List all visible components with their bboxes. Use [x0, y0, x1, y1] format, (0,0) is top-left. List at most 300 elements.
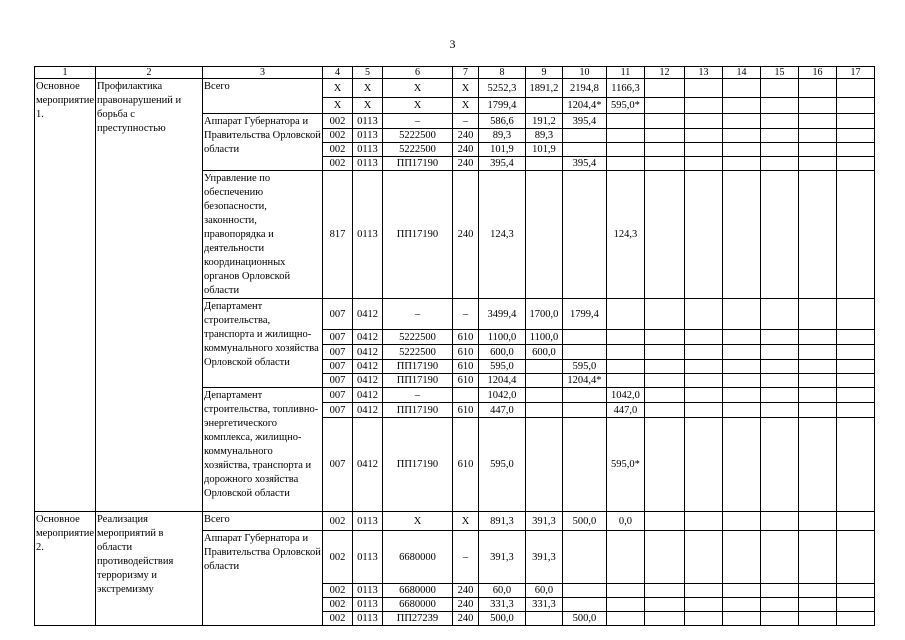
value-cell: 191,2 — [525, 114, 562, 129]
value-cell: 391,3 — [525, 512, 562, 531]
empty-cell — [644, 79, 684, 98]
empty-cell — [644, 330, 684, 345]
value-cell: – — [382, 299, 452, 330]
value-cell: – — [382, 388, 452, 403]
value-cell: 0113 — [352, 171, 382, 299]
value-cell: 1166,3 — [606, 79, 644, 98]
value-cell: ПП17190 — [382, 360, 452, 374]
empty-cell — [760, 114, 798, 129]
value-cell: 002 — [322, 129, 352, 143]
measure-title: Профилактика правонарушений и борьба с преступностью — [95, 79, 202, 512]
value-cell: 0,0 — [606, 512, 644, 531]
empty-cell — [798, 98, 836, 114]
value-cell: 5222500 — [382, 143, 452, 157]
value-cell: 395,4 — [478, 157, 525, 171]
value-cell: ПП17190 — [382, 403, 452, 418]
empty-cell — [644, 114, 684, 129]
empty-cell — [836, 299, 874, 330]
table-row — [35, 512, 875, 531]
value-cell: 0412 — [352, 345, 382, 360]
empty-cell — [644, 360, 684, 374]
value-cell: X — [352, 79, 382, 98]
empty-cell — [798, 584, 836, 598]
value-cell: 1100,0 — [525, 330, 562, 345]
value-cell — [525, 403, 562, 418]
header-cell: 9 — [525, 67, 562, 79]
value-cell — [606, 114, 644, 129]
header-cell: 3 — [202, 67, 322, 79]
value-cell: 0412 — [352, 403, 382, 418]
value-cell: 600,0 — [478, 345, 525, 360]
empty-cell — [684, 345, 722, 360]
empty-cell — [798, 114, 836, 129]
executor-name: Аппарат Губернатора и Правительства Орловской области — [202, 114, 322, 171]
header-cell: 12 — [644, 67, 684, 79]
value-cell: 395,4 — [562, 157, 606, 171]
value-cell — [606, 598, 644, 612]
empty-cell — [798, 418, 836, 512]
empty-cell — [644, 299, 684, 330]
empty-cell — [684, 584, 722, 598]
value-cell: 447,0 — [478, 403, 525, 418]
value-cell: 3499,4 — [478, 299, 525, 330]
empty-cell — [684, 143, 722, 157]
value-cell: 610 — [452, 418, 478, 512]
empty-cell — [836, 512, 874, 531]
empty-cell — [722, 388, 760, 403]
value-cell: 1042,0 — [606, 388, 644, 403]
table-row — [35, 79, 875, 98]
value-cell — [525, 98, 562, 114]
value-cell: 1799,4 — [478, 98, 525, 114]
empty-cell — [798, 299, 836, 330]
empty-cell — [798, 143, 836, 157]
value-cell — [562, 598, 606, 612]
header-cell: 7 — [452, 67, 478, 79]
value-cell — [562, 129, 606, 143]
value-cell — [606, 360, 644, 374]
empty-cell — [644, 374, 684, 388]
value-cell: 0113 — [352, 598, 382, 612]
empty-cell — [644, 171, 684, 299]
empty-cell — [798, 129, 836, 143]
value-cell: 391,3 — [478, 531, 525, 584]
value-cell: 6680000 — [382, 531, 452, 584]
empty-cell — [798, 157, 836, 171]
value-cell: 002 — [322, 598, 352, 612]
value-cell: – — [452, 531, 478, 584]
value-cell: ПП17190 — [382, 157, 452, 171]
value-cell: X — [382, 79, 452, 98]
value-cell: 007 — [322, 418, 352, 512]
empty-cell — [644, 512, 684, 531]
empty-cell — [684, 79, 722, 98]
header-cell: 17 — [836, 67, 874, 79]
value-cell: 002 — [322, 612, 352, 626]
empty-cell — [836, 418, 874, 512]
empty-cell — [798, 374, 836, 388]
empty-cell — [722, 345, 760, 360]
value-cell: 240 — [452, 171, 478, 299]
value-cell: 240 — [452, 598, 478, 612]
empty-cell — [684, 418, 722, 512]
value-cell: 595,0 — [478, 418, 525, 512]
value-cell: X — [452, 98, 478, 114]
empty-cell — [760, 531, 798, 584]
value-cell: – — [452, 299, 478, 330]
page-number: 3 — [449, 37, 456, 51]
header-cell: 1 — [35, 67, 96, 79]
value-cell: 007 — [322, 360, 352, 374]
value-cell — [562, 143, 606, 157]
empty-cell — [644, 418, 684, 512]
value-cell — [452, 388, 478, 403]
header-cell: 6 — [382, 67, 452, 79]
value-cell: 002 — [322, 584, 352, 598]
empty-cell — [760, 374, 798, 388]
empty-cell — [684, 299, 722, 330]
value-cell: ПП17190 — [382, 374, 452, 388]
empty-cell — [798, 598, 836, 612]
value-cell — [562, 345, 606, 360]
value-cell — [525, 612, 562, 626]
header-cell: 10 — [562, 67, 606, 79]
value-cell: 0113 — [352, 114, 382, 129]
value-cell: 0412 — [352, 360, 382, 374]
empty-cell — [644, 388, 684, 403]
empty-cell — [836, 531, 874, 584]
empty-cell — [722, 79, 760, 98]
value-cell: 0113 — [352, 512, 382, 531]
value-cell: 331,3 — [478, 598, 525, 612]
empty-cell — [684, 330, 722, 345]
empty-cell — [836, 584, 874, 598]
empty-cell — [722, 143, 760, 157]
value-cell: 002 — [322, 114, 352, 129]
executor-name: Департамент строительства, транспорта и жилищно-коммунального хозяйства Орловской области — [202, 299, 322, 388]
empty-cell — [722, 598, 760, 612]
value-cell — [606, 157, 644, 171]
value-cell: 0113 — [352, 129, 382, 143]
value-cell: 240 — [452, 143, 478, 157]
value-cell: 1100,0 — [478, 330, 525, 345]
value-cell: X — [322, 98, 352, 114]
value-cell: 89,3 — [525, 129, 562, 143]
value-cell: 1700,0 — [525, 299, 562, 330]
value-cell: X — [452, 79, 478, 98]
empty-cell — [798, 531, 836, 584]
empty-cell — [836, 79, 874, 98]
value-cell — [562, 531, 606, 584]
empty-cell — [644, 531, 684, 584]
empty-cell — [760, 360, 798, 374]
header-cell: 11 — [606, 67, 644, 79]
empty-cell — [722, 374, 760, 388]
value-cell: 5222500 — [382, 129, 452, 143]
value-cell: 610 — [452, 374, 478, 388]
empty-cell — [836, 403, 874, 418]
value-cell: 0113 — [352, 612, 382, 626]
value-cell: 600,0 — [525, 345, 562, 360]
empty-cell — [644, 403, 684, 418]
value-cell: 002 — [322, 157, 352, 171]
empty-cell — [722, 531, 760, 584]
value-cell: 610 — [452, 403, 478, 418]
value-cell: 331,3 — [525, 598, 562, 612]
empty-cell — [836, 171, 874, 299]
empty-cell — [684, 531, 722, 584]
empty-cell — [760, 345, 798, 360]
value-cell: 1891,2 — [525, 79, 562, 98]
empty-cell — [760, 512, 798, 531]
empty-cell — [760, 598, 798, 612]
value-cell — [525, 360, 562, 374]
executor-name: Всего — [202, 79, 322, 114]
value-cell: 240 — [452, 129, 478, 143]
value-cell: 007 — [322, 330, 352, 345]
header-cell: 13 — [684, 67, 722, 79]
value-cell — [562, 388, 606, 403]
value-cell: 595,0 — [478, 360, 525, 374]
value-cell — [606, 330, 644, 345]
empty-cell — [684, 612, 722, 626]
value-cell: 124,3 — [606, 171, 644, 299]
empty-cell — [644, 345, 684, 360]
value-cell — [562, 584, 606, 598]
empty-cell — [836, 114, 874, 129]
value-cell — [525, 388, 562, 403]
empty-cell — [644, 98, 684, 114]
measure-name: Основное мероприятие 1. — [35, 79, 96, 512]
value-cell — [525, 157, 562, 171]
value-cell: X — [352, 98, 382, 114]
empty-cell — [684, 129, 722, 143]
value-cell: X — [452, 512, 478, 531]
value-cell: 007 — [322, 345, 352, 360]
value-cell: 595,0* — [606, 98, 644, 114]
empty-cell — [760, 299, 798, 330]
value-cell: 586,6 — [478, 114, 525, 129]
empty-cell — [684, 114, 722, 129]
value-cell: 002 — [322, 143, 352, 157]
value-cell: 007 — [322, 374, 352, 388]
header-cell: 2 — [95, 67, 202, 79]
empty-cell — [760, 129, 798, 143]
executor-name: Управление по обеспечению безопасности, законности, правопорядка и деятельности координационных органов Орловской области — [202, 171, 322, 299]
value-cell: 6680000 — [382, 598, 452, 612]
value-cell: 817 — [322, 171, 352, 299]
empty-cell — [684, 157, 722, 171]
empty-cell — [722, 403, 760, 418]
empty-cell — [722, 299, 760, 330]
empty-cell — [798, 612, 836, 626]
empty-cell — [760, 418, 798, 512]
value-cell — [562, 171, 606, 299]
value-cell: 0412 — [352, 299, 382, 330]
value-cell: 240 — [452, 157, 478, 171]
executor-name: Департамент строительства, топливно-энергетического комплекса, жилищно-коммунального хозяйства, транспорта и дорожного хозяйства Орловской области — [202, 388, 322, 512]
empty-cell — [798, 403, 836, 418]
empty-cell — [722, 114, 760, 129]
empty-cell — [836, 374, 874, 388]
header-cell: 4 — [322, 67, 352, 79]
value-cell: 891,3 — [478, 512, 525, 531]
header-cell: 8 — [478, 67, 525, 79]
empty-cell — [760, 584, 798, 598]
empty-cell — [684, 374, 722, 388]
value-cell: 391,3 — [525, 531, 562, 584]
value-cell: 0113 — [352, 157, 382, 171]
value-cell: ПП17190 — [382, 171, 452, 299]
empty-cell — [722, 584, 760, 598]
value-cell: 60,0 — [478, 584, 525, 598]
value-cell: 0412 — [352, 330, 382, 345]
empty-cell — [684, 360, 722, 374]
empty-cell — [836, 157, 874, 171]
value-cell: 500,0 — [562, 512, 606, 531]
empty-cell — [722, 418, 760, 512]
empty-cell — [798, 345, 836, 360]
header-cell: 5 — [352, 67, 382, 79]
empty-cell — [760, 171, 798, 299]
value-cell: 89,3 — [478, 129, 525, 143]
empty-cell — [760, 157, 798, 171]
value-cell: ПП17190 — [382, 418, 452, 512]
measure-title: Реализация мероприятий в области противодействия терроризму и экстремизму — [95, 512, 202, 626]
header-cell: 15 — [760, 67, 798, 79]
empty-cell — [836, 612, 874, 626]
empty-cell — [760, 612, 798, 626]
empty-cell — [836, 98, 874, 114]
value-cell: – — [452, 114, 478, 129]
value-cell: 447,0 — [606, 403, 644, 418]
value-cell: 0412 — [352, 374, 382, 388]
value-cell: 007 — [322, 403, 352, 418]
value-cell: 5222500 — [382, 330, 452, 345]
empty-cell — [798, 360, 836, 374]
empty-cell — [684, 598, 722, 612]
value-cell: 101,9 — [525, 143, 562, 157]
empty-cell — [644, 129, 684, 143]
empty-cell — [722, 129, 760, 143]
empty-cell — [722, 330, 760, 345]
empty-cell — [644, 612, 684, 626]
empty-cell — [836, 388, 874, 403]
empty-cell — [722, 98, 760, 114]
empty-cell — [722, 512, 760, 531]
value-cell: 240 — [452, 584, 478, 598]
measure-name: Основное мероприятие 2. — [35, 512, 96, 626]
empty-cell — [798, 171, 836, 299]
value-cell: 002 — [322, 512, 352, 531]
value-cell — [525, 418, 562, 512]
value-cell — [562, 330, 606, 345]
value-cell — [606, 584, 644, 598]
value-cell: 500,0 — [562, 612, 606, 626]
empty-cell — [836, 143, 874, 157]
value-cell: 1204,4* — [562, 98, 606, 114]
empty-cell — [644, 584, 684, 598]
value-cell — [606, 345, 644, 360]
value-cell — [606, 129, 644, 143]
value-cell: 0113 — [352, 143, 382, 157]
executor-name: Всего — [202, 512, 322, 531]
value-cell — [606, 531, 644, 584]
header-cell: 14 — [722, 67, 760, 79]
value-cell: 101,9 — [478, 143, 525, 157]
value-cell: 1204,4 — [478, 374, 525, 388]
empty-cell — [722, 360, 760, 374]
value-cell: 610 — [452, 330, 478, 345]
value-cell: ПП27239 — [382, 612, 452, 626]
empty-cell — [684, 403, 722, 418]
value-cell — [606, 374, 644, 388]
empty-cell — [684, 98, 722, 114]
empty-cell — [760, 403, 798, 418]
empty-cell — [722, 612, 760, 626]
value-cell — [606, 612, 644, 626]
value-cell: – — [382, 114, 452, 129]
empty-cell — [760, 98, 798, 114]
value-cell — [562, 418, 606, 512]
value-cell: 007 — [322, 388, 352, 403]
value-cell: 1204,4* — [562, 374, 606, 388]
value-cell: 1799,4 — [562, 299, 606, 330]
empty-cell — [644, 157, 684, 171]
value-cell: 610 — [452, 360, 478, 374]
empty-cell — [798, 330, 836, 345]
header-cell: 16 — [798, 67, 836, 79]
value-cell — [525, 374, 562, 388]
value-cell: 610 — [452, 345, 478, 360]
empty-cell — [684, 388, 722, 403]
empty-cell — [798, 79, 836, 98]
empty-cell — [760, 388, 798, 403]
budget-table — [34, 66, 875, 626]
value-cell: 002 — [322, 531, 352, 584]
value-cell: 2194,8 — [562, 79, 606, 98]
empty-cell — [722, 171, 760, 299]
empty-cell — [836, 129, 874, 143]
value-cell: X — [382, 512, 452, 531]
empty-cell — [760, 143, 798, 157]
value-cell: 500,0 — [478, 612, 525, 626]
empty-cell — [684, 171, 722, 299]
value-cell: 6680000 — [382, 584, 452, 598]
value-cell: X — [382, 98, 452, 114]
empty-cell — [836, 360, 874, 374]
value-cell: 5222500 — [382, 345, 452, 360]
empty-cell — [722, 157, 760, 171]
value-cell: 595,0* — [606, 418, 644, 512]
empty-cell — [644, 143, 684, 157]
value-cell: 124,3 — [478, 171, 525, 299]
empty-cell — [684, 512, 722, 531]
executor-name: Аппарат Губернатора и Правительства Орловской области — [202, 531, 322, 626]
value-cell — [562, 403, 606, 418]
empty-cell — [836, 345, 874, 360]
value-cell: X — [322, 79, 352, 98]
empty-cell — [798, 388, 836, 403]
empty-cell — [644, 598, 684, 612]
value-cell: 595,0 — [562, 360, 606, 374]
value-cell: 0412 — [352, 418, 382, 512]
value-cell: 0412 — [352, 388, 382, 403]
empty-cell — [836, 598, 874, 612]
value-cell — [606, 299, 644, 330]
empty-cell — [760, 330, 798, 345]
empty-cell — [836, 330, 874, 345]
